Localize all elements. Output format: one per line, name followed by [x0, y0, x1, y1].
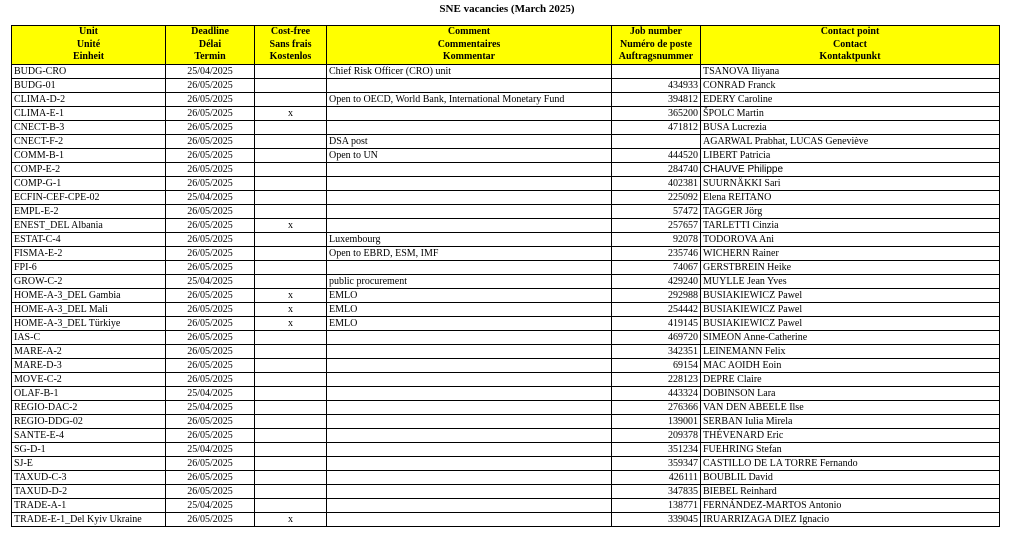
cell-deadline: 25/04/2025 — [166, 499, 255, 513]
table-row — [12, 387, 1000, 401]
cell-unit: CNECT-F-2 — [12, 135, 166, 149]
cell-deadline: 26/05/2025 — [166, 289, 255, 303]
cell-unit: HOME-A-3_DEL Gambia — [12, 289, 166, 303]
cell-costfree — [255, 135, 327, 149]
header-costfree-en: Cost-free — [270, 26, 311, 38]
cell-unit: GROW-C-2 — [12, 275, 166, 289]
cell-unit: TAXUD-C-3 — [12, 471, 166, 485]
table-row — [12, 471, 1000, 485]
cell-costfree — [255, 205, 327, 219]
cell-job-number: 471812 — [612, 121, 701, 135]
cell-deadline: 26/05/2025 — [166, 163, 255, 177]
cell-deadline: 26/05/2025 — [166, 149, 255, 163]
cell-comment: EMLO — [327, 289, 612, 303]
table-row — [12, 261, 1000, 275]
cell-deadline: 25/04/2025 — [166, 401, 255, 415]
cell-comment — [327, 443, 612, 457]
cell-job-number: 394812 — [612, 93, 701, 107]
cell-comment — [327, 261, 612, 275]
table-row — [12, 485, 1000, 499]
cell-deadline: 25/04/2025 — [166, 443, 255, 457]
cell-unit: TRADE-E-1_Del Kyiv Ukraine — [12, 513, 166, 527]
cell-deadline: 26/05/2025 — [166, 247, 255, 261]
cell-job-number: 284740 — [612, 163, 701, 177]
cell-job-number: 254442 — [612, 303, 701, 317]
table-row — [12, 331, 1000, 345]
cell-job-number: 57472 — [612, 205, 701, 219]
header-unit-fr: Unité — [76, 38, 101, 50]
cell-deadline: 26/05/2025 — [166, 415, 255, 429]
cell-job-number: 359347 — [612, 457, 701, 471]
table-row — [12, 499, 1000, 513]
header-comment-fr: Commentaires — [437, 38, 501, 50]
table-row — [12, 275, 1000, 289]
cell-deadline: 25/04/2025 — [166, 387, 255, 401]
cell-deadline: 26/05/2025 — [166, 107, 255, 121]
cell-comment: EMLO — [327, 303, 612, 317]
table-row — [12, 121, 1000, 135]
cell-contact: SUURNÄKKI Sari — [701, 177, 1000, 191]
cell-comment — [327, 79, 612, 93]
cell-comment — [327, 387, 612, 401]
header-deadline — [166, 26, 255, 65]
cell-costfree: x — [255, 317, 327, 331]
header-deadline-fr: Délai — [198, 38, 222, 50]
header-contact-point — [701, 26, 1000, 65]
header-contact-de: Kontaktpunkt — [819, 51, 881, 63]
cell-contact: FUEHRING Stefan — [701, 443, 1000, 457]
cell-comment — [327, 359, 612, 373]
cell-contact: THÉVENARD Eric — [701, 429, 1000, 443]
cell-deadline: 26/05/2025 — [166, 429, 255, 443]
cell-contact: TAGGER Jörg — [701, 205, 1000, 219]
cell-deadline: 26/05/2025 — [166, 317, 255, 331]
header-costfree-de: Kostenlos — [269, 51, 312, 63]
cell-costfree — [255, 233, 327, 247]
cell-unit: MARE-A-2 — [12, 345, 166, 359]
cell-costfree — [255, 429, 327, 443]
table-row — [12, 247, 1000, 261]
cell-unit: BUDG-01 — [12, 79, 166, 93]
cell-deadline: 26/05/2025 — [166, 261, 255, 275]
table-row — [12, 65, 1000, 79]
cell-unit: CNECT-B-3 — [12, 121, 166, 135]
cell-deadline: 26/05/2025 — [166, 485, 255, 499]
cell-deadline: 26/05/2025 — [166, 513, 255, 527]
cell-unit: MARE-D-3 — [12, 359, 166, 373]
cell-job-number — [612, 135, 701, 149]
cell-comment — [327, 429, 612, 443]
cell-contact: BUSA Lucrezia — [701, 121, 1000, 135]
table-row — [12, 205, 1000, 219]
cell-unit: ESTAT-C-4 — [12, 233, 166, 247]
cell-deadline: 26/05/2025 — [166, 303, 255, 317]
cell-contact: CONRAD Franck — [701, 79, 1000, 93]
cell-comment: Open to EBRD, ESM, IMF — [327, 247, 612, 261]
cell-deadline: 26/05/2025 — [166, 205, 255, 219]
cell-deadline: 26/05/2025 — [166, 233, 255, 247]
header-costfree-fr: Sans frais — [269, 38, 312, 50]
cell-job-number: 426111 — [612, 471, 701, 485]
cell-job-number: 69154 — [612, 359, 701, 373]
table-row — [12, 163, 1000, 177]
cell-contact: BOUBLIL David — [701, 471, 1000, 485]
cell-job-number: 351234 — [612, 443, 701, 457]
table-row — [12, 345, 1000, 359]
cell-job-number: 228123 — [612, 373, 701, 387]
table-row — [12, 457, 1000, 471]
cell-deadline: 26/05/2025 — [166, 471, 255, 485]
cell-job-number: 138771 — [612, 499, 701, 513]
cell-comment: Luxembourg — [327, 233, 612, 247]
cell-job-number: 402381 — [612, 177, 701, 191]
table-body — [12, 65, 1000, 527]
cell-comment — [327, 485, 612, 499]
cell-contact: LIBERT Patricia — [701, 149, 1000, 163]
cell-contact: DOBINSON Lara — [701, 387, 1000, 401]
cell-job-number: 342351 — [612, 345, 701, 359]
table-row — [12, 513, 1000, 527]
cell-contact: Elena REITANO — [701, 191, 1000, 205]
cell-unit: SANTE-E-4 — [12, 429, 166, 443]
cell-job-number: 74067 — [612, 261, 701, 275]
header-contact-fr: Contact — [833, 38, 867, 50]
cell-comment — [327, 205, 612, 219]
table-row — [12, 359, 1000, 373]
table-row — [12, 79, 1000, 93]
table-row — [12, 373, 1000, 387]
cell-job-number: 339045 — [612, 513, 701, 527]
cell-costfree — [255, 93, 327, 107]
cell-job-number: 434933 — [612, 79, 701, 93]
header-unit-de: Einheit — [72, 51, 105, 63]
cell-comment — [327, 499, 612, 513]
cell-costfree: x — [255, 303, 327, 317]
cell-deadline: 26/05/2025 — [166, 93, 255, 107]
table-row — [12, 93, 1000, 107]
cell-contact: EDERY Caroline — [701, 93, 1000, 107]
cell-comment — [327, 177, 612, 191]
cell-unit: TRADE-A-1 — [12, 499, 166, 513]
table-row — [12, 191, 1000, 205]
table-row — [12, 233, 1000, 247]
cell-comment: Chief Risk Officer (CRO) unit — [327, 65, 612, 79]
cell-costfree — [255, 471, 327, 485]
cell-deadline: 26/05/2025 — [166, 121, 255, 135]
cell-comment — [327, 513, 612, 527]
cell-contact: FERNÁNDEZ-MARTOS Antonio — [701, 499, 1000, 513]
cell-comment: DSA post — [327, 135, 612, 149]
cell-unit: CLIMA-D-2 — [12, 93, 166, 107]
cell-comment — [327, 373, 612, 387]
cell-job-number: 429240 — [612, 275, 701, 289]
cell-costfree: x — [255, 289, 327, 303]
table-row — [12, 303, 1000, 317]
cell-costfree — [255, 177, 327, 191]
cell-comment — [327, 163, 612, 177]
header-job-de: Auftragsnummer — [618, 51, 694, 63]
cell-deadline: 26/05/2025 — [166, 135, 255, 149]
cell-costfree — [255, 79, 327, 93]
cell-comment — [327, 457, 612, 471]
cell-unit: SG-D-1 — [12, 443, 166, 457]
cell-deadline: 26/05/2025 — [166, 457, 255, 471]
cell-comment: public procurement — [327, 275, 612, 289]
cell-contact: TARLETTI Cinzia — [701, 219, 1000, 233]
cell-contact: SERBAN Iulia Mirela — [701, 415, 1000, 429]
cell-comment — [327, 191, 612, 205]
cell-comment — [327, 219, 612, 233]
cell-costfree — [255, 499, 327, 513]
cell-costfree — [255, 247, 327, 261]
table-header — [12, 26, 1000, 65]
cell-contact: TODOROVA Ani — [701, 233, 1000, 247]
cell-contact: IRUARRIZAGA DIEZ Ignacio — [701, 513, 1000, 527]
cell-costfree — [255, 163, 327, 177]
cell-costfree — [255, 485, 327, 499]
cell-comment — [327, 345, 612, 359]
cell-comment — [327, 121, 612, 135]
cell-unit: COMP-E-2 — [12, 163, 166, 177]
cell-deadline: 26/05/2025 — [166, 79, 255, 93]
cell-unit: ENEST_DEL Albania — [12, 219, 166, 233]
cell-unit: TAXUD-D-2 — [12, 485, 166, 499]
cell-job-number: 209378 — [612, 429, 701, 443]
cell-job-number: 443324 — [612, 387, 701, 401]
cell-job-number: 469720 — [612, 331, 701, 345]
cell-costfree — [255, 261, 327, 275]
cell-comment — [327, 401, 612, 415]
cell-deadline: 25/04/2025 — [166, 275, 255, 289]
cell-job-number: 92078 — [612, 233, 701, 247]
cell-comment — [327, 331, 612, 345]
cell-unit: SJ-E — [12, 457, 166, 471]
cell-contact: LEINEMANN Felix — [701, 345, 1000, 359]
cell-comment — [327, 107, 612, 121]
header-job-en: Job number — [630, 26, 682, 38]
cell-unit: REGIO-DAC-2 — [12, 401, 166, 415]
cell-unit: COMP-G-1 — [12, 177, 166, 191]
cell-contact: MAC AOIDH Eoin — [701, 359, 1000, 373]
vacancies-table — [11, 25, 1000, 527]
table-row — [12, 443, 1000, 457]
cell-unit: CLIMA-E-1 — [12, 107, 166, 121]
cell-contact: CHAUVE Philippe — [701, 163, 1000, 177]
cell-deadline: 26/05/2025 — [166, 359, 255, 373]
header-unit-en: Unit — [79, 26, 98, 38]
cell-costfree: x — [255, 219, 327, 233]
cell-contact: SIMEON Anne-Catherine — [701, 331, 1000, 345]
table-row — [12, 415, 1000, 429]
cell-comment: EMLO — [327, 317, 612, 331]
cell-job-number: 365200 — [612, 107, 701, 121]
cell-job-number: 235746 — [612, 247, 701, 261]
table-row — [12, 177, 1000, 191]
cell-job-number: 419145 — [612, 317, 701, 331]
cell-costfree — [255, 373, 327, 387]
cell-costfree — [255, 121, 327, 135]
header-comment-en: Comment — [447, 26, 491, 38]
table-row — [12, 289, 1000, 303]
header-contact-en: Contact point — [820, 26, 880, 38]
cell-costfree — [255, 415, 327, 429]
cell-unit: IAS-C — [12, 331, 166, 345]
table-row — [12, 219, 1000, 233]
cell-deadline: 25/04/2025 — [166, 65, 255, 79]
cell-contact: AGARWAL Prabhat, LUCAS Geneviève — [701, 135, 1000, 149]
cell-costfree — [255, 457, 327, 471]
cell-costfree: x — [255, 107, 327, 121]
cell-job-number: 347835 — [612, 485, 701, 499]
header-comment-de: Kommentar — [442, 51, 496, 63]
cell-contact: BUSIAKIEWICZ Pawel — [701, 289, 1000, 303]
cell-contact: MUYLLE Jean Yves — [701, 275, 1000, 289]
header-row — [12, 26, 1000, 65]
cell-contact: BUSIAKIEWICZ Pawel — [701, 317, 1000, 331]
cell-comment — [327, 415, 612, 429]
cell-unit: REGIO-DDG-02 — [12, 415, 166, 429]
cell-job-number — [612, 65, 701, 79]
cell-costfree — [255, 331, 327, 345]
cell-job-number: 292988 — [612, 289, 701, 303]
cell-costfree — [255, 275, 327, 289]
cell-unit: ECFIN-CEF-CPE-02 — [12, 191, 166, 205]
cell-contact: ŠPOLC Martin — [701, 107, 1000, 121]
cell-unit: HOME-A-3_DEL Türkiye — [12, 317, 166, 331]
table-row — [12, 149, 1000, 163]
cell-contact: GERSTBREIN Heike — [701, 261, 1000, 275]
header-job-number — [612, 26, 701, 65]
cell-contact: BIEBEL Reinhard — [701, 485, 1000, 499]
cell-job-number: 257657 — [612, 219, 701, 233]
cell-unit: COMM-B-1 — [12, 149, 166, 163]
cell-costfree — [255, 149, 327, 163]
table-row — [12, 401, 1000, 415]
cell-deadline: 26/05/2025 — [166, 219, 255, 233]
cell-unit: OLAF-B-1 — [12, 387, 166, 401]
cell-costfree — [255, 65, 327, 79]
header-comment — [327, 26, 612, 65]
cell-costfree — [255, 401, 327, 415]
cell-unit: MOVE-C-2 — [12, 373, 166, 387]
cell-contact: DEPRE Claire — [701, 373, 1000, 387]
cell-deadline: 25/04/2025 — [166, 191, 255, 205]
cell-comment — [327, 471, 612, 485]
cell-job-number: 225092 — [612, 191, 701, 205]
document-title: SNE vacancies (March 2025) — [439, 3, 575, 15]
table-row — [12, 135, 1000, 149]
table-row — [12, 107, 1000, 121]
cell-job-number: 444520 — [612, 149, 701, 163]
cell-deadline: 26/05/2025 — [166, 331, 255, 345]
cell-costfree — [255, 359, 327, 373]
table-row — [12, 429, 1000, 443]
cell-unit: HOME-A-3_DEL Mali — [12, 303, 166, 317]
table-row — [12, 317, 1000, 331]
header-unit — [12, 26, 166, 65]
cell-costfree: x — [255, 513, 327, 527]
header-job-fr: Numéro de poste — [619, 38, 693, 50]
cell-contact: WICHERN Rainer — [701, 247, 1000, 261]
cell-job-number: 276366 — [612, 401, 701, 415]
cell-contact: TSANOVA Iliyana — [701, 65, 1000, 79]
cell-contact: VAN DEN ABEELE Ilse — [701, 401, 1000, 415]
cell-deadline: 26/05/2025 — [166, 177, 255, 191]
cell-costfree — [255, 387, 327, 401]
cell-unit: EMPL-E-2 — [12, 205, 166, 219]
header-deadline-de: Termin — [194, 51, 226, 63]
cell-job-number: 139001 — [612, 415, 701, 429]
cell-deadline: 26/05/2025 — [166, 345, 255, 359]
cell-unit: FISMA-E-2 — [12, 247, 166, 261]
cell-deadline: 26/05/2025 — [166, 373, 255, 387]
header-deadline-en: Deadline — [191, 26, 229, 38]
cell-unit: FPI-6 — [12, 261, 166, 275]
header-costfree — [255, 26, 327, 65]
cell-costfree — [255, 443, 327, 457]
cell-comment: Open to OECD, World Bank, International Monetary Fund — [327, 93, 612, 107]
cell-unit: BUDG-CRO — [12, 65, 166, 79]
cell-contact: CASTILLO DE LA TORRE Fernando — [701, 457, 1000, 471]
cell-comment: Open to UN — [327, 149, 612, 163]
cell-costfree — [255, 191, 327, 205]
cell-contact: BUSIAKIEWICZ Pawel — [701, 303, 1000, 317]
cell-costfree — [255, 345, 327, 359]
